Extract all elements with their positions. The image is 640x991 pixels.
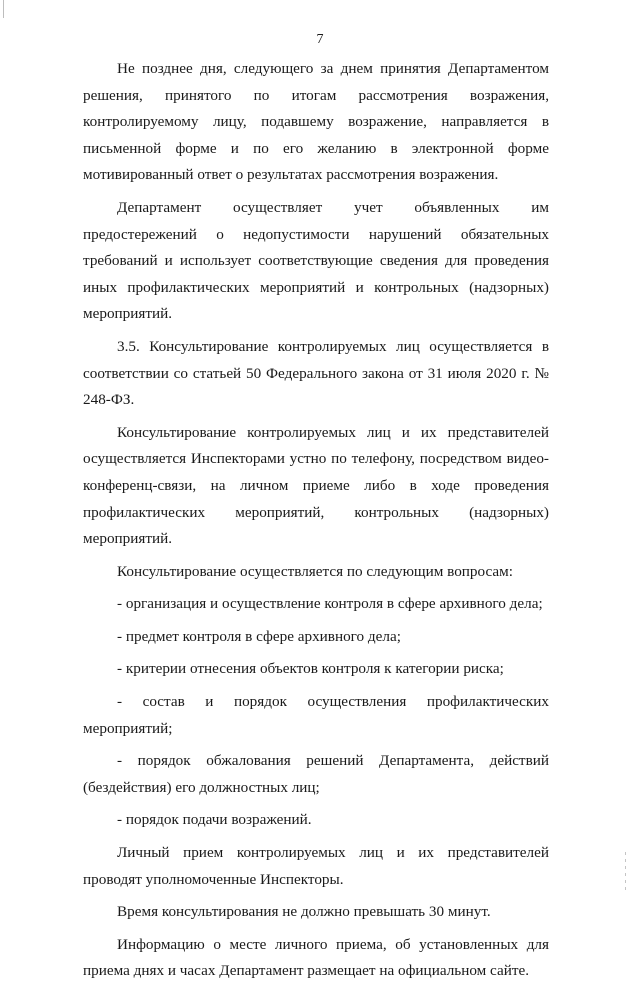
paragraph-consulting-methods: Консультирование контролируемых лиц и их представителей осуществляется Инспекторами устно по телефону, посредством видео-конференц-связи, на личном приеме либо в ходе проведения профилактических мероприятий, контрольных (надзорных) мероприятий.: [83, 423, 549, 548]
paragraph-section-3-5: 3.5. Консультирование контролируемых лиц осуществляется в соответствии со статьей 50 Федерального закона от 31 июля 2020 г. № 248-ФЗ.: [83, 337, 549, 409]
paragraph-consulting-time: Время консультирования не должно превышать 30 минут.: [117, 903, 491, 921]
scan-edge-mark-top-left: [3, 0, 4, 18]
list-item-appeal-procedure: - порядок обжалования решений Департамента, действий (бездействия) его должностных лиц;: [83, 752, 549, 796]
paragraph-consulting-topics-intro: Консультирование осуществляется по следующим вопросам:: [117, 562, 513, 580]
list-item-subject: - предмет контроля в сфере архивного дела;: [117, 627, 401, 645]
scan-edge-mark-bottom-right: [625, 852, 626, 892]
page-number: 7: [316, 32, 324, 47]
list-item-risk-criteria: - критерии отнесения объектов контроля к категории риска;: [117, 660, 504, 678]
document-body: [83, 56, 549, 991]
list-item-organization: - организация и осуществление контроля в сфере архивного дела;: [117, 595, 543, 613]
list-item-objections: - порядок подачи возражений.: [117, 811, 312, 829]
paragraph-objection-response: Не позднее дня, следующего за днем принятия Департаментом решения, принятого по итогам рассмотрения возражения, контролируемому лицу, подавшему возражение, направляется в письменной форме и по его желанию в электронной форме мотивированный ответ о результатах рассмотрения возражения.: [83, 60, 549, 184]
paragraph-warnings-accounting: Департамент осуществляет учет объявленных им предостережений о недопустимости нарушений обязательных требований и использует соответствующие сведения для проведения иных профилактических мероприятий и контрольных (надзорных) мероприятий.: [83, 198, 549, 323]
list-item-preventive-measures: - состав и порядок осуществления профилактических мероприятий;: [83, 693, 549, 737]
paragraph-reception-info: Информацию о месте личного приема, об установленных для приема днях и часах Департамент размещает на официальном сайте.: [83, 935, 549, 980]
paragraph-personal-reception: Личный прием контролируемых лиц и их представителей проводят уполномоченные Инспекторы.: [83, 844, 549, 888]
